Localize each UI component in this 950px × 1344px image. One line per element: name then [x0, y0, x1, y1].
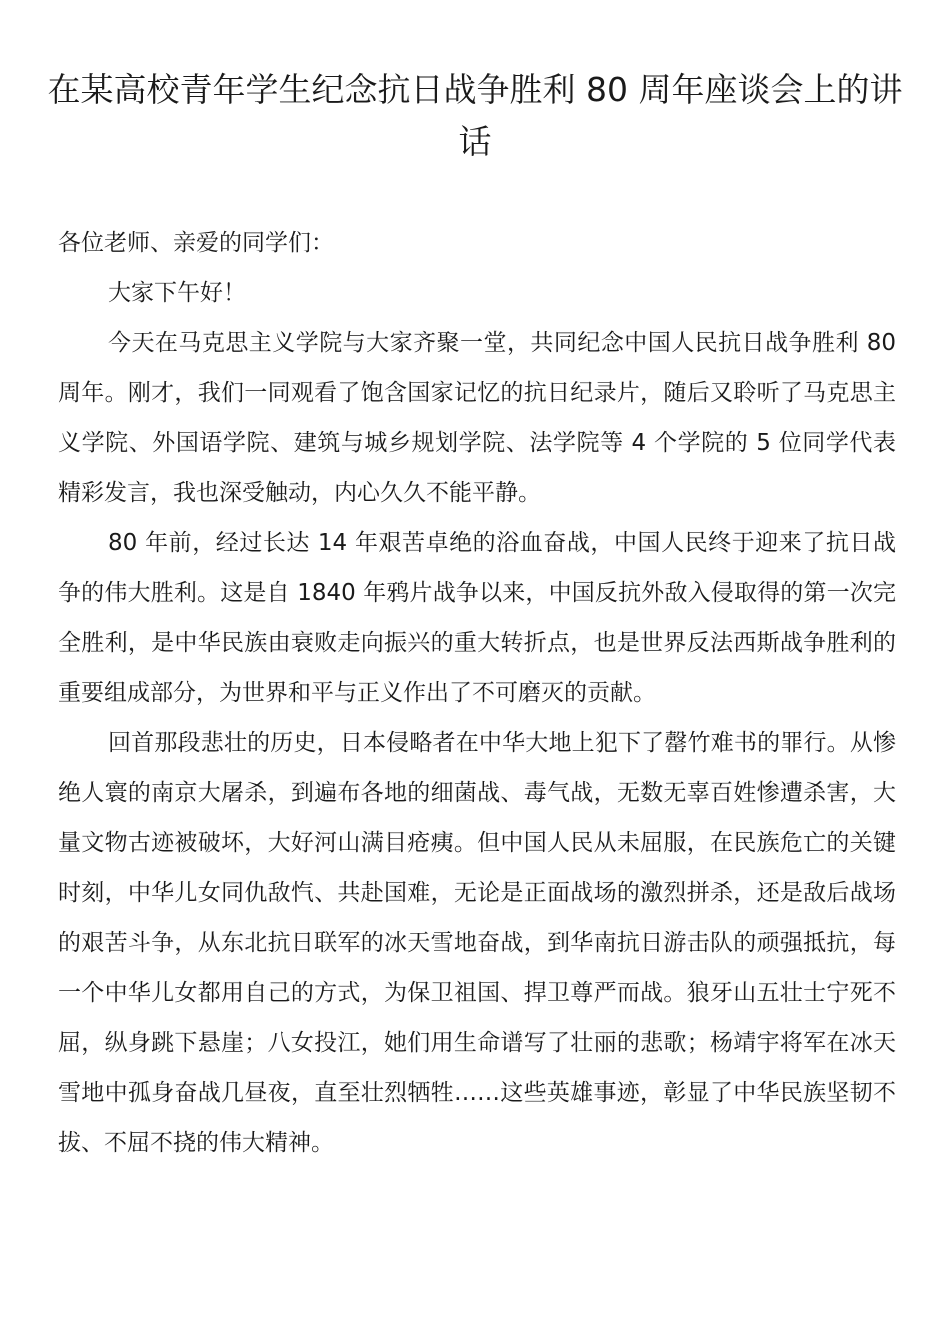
paragraph-introduction: 今天在马克思主义学院与大家齐聚一堂，共同纪念中国人民抗日战争胜利 80 周年。刚才，我们一同观看了饱含国家记忆的抗日纪录片，随后又聆听了马克思主义学院、外国语学院、建筑与城乡规划学院、法学院等 4 个学院的 5 位同学代表精彩发言，我也深受触动，内心久久不能平静。	[58, 330, 896, 506]
salutation: 各位老师、亲爱的同学们：	[58, 230, 334, 256]
document-body	[58, 218, 896, 1168]
paragraph-history: 回首那段悲壮的历史，日本侵略者在中华大地上犯下了罄竹难书的罪行。从惨绝人寰的南京大屠杀，到遍布各地的细菌战、毒气战，无数无辜百姓惨遭杀害，大量文物古迹被破坏，大好河山满目疮痍。但中国人民从未屈服，在民族危亡的关键时刻，中华儿女同仇敌忾、共赴国难，无论是正面战场的激烈拼杀，还是敌后战场的艰苦斗争，从东北抗日联军的冰天雪地奋战，到华南抗日游击队的顽强抵抗，每一个中华儿女都用自己的方式，为保卫祖国、捍卫尊严而战。狼牙山五壮士宁死不屈，纵身跳下悬崖；八女投江，她们用生命谱写了壮丽的悲歌；杨靖宇将军在冰天雪地中孤身奋战几昼夜，直至壮烈牺牲……这些英雄事迹，彰显了中华民族坚韧不拔、不屈不挠的伟大精神。	[58, 730, 896, 1156]
paragraph-greeting: 大家下午好！	[108, 280, 246, 306]
document-title: 在某高校青年学生纪念抗日战争胜利 80 周年座谈会上的讲话	[47, 70, 903, 161]
paragraph-victory: 80 年前，经过长达 14 年艰苦卓绝的浴血奋战，中国人民终于迎来了抗日战争的伟大胜利。这是自 1840 年鸦片战争以来，中国反抗外敌入侵取得的第一次完全胜利，是中华民族由衰败走向振兴的重大转折点，也是世界反法西斯战争胜利的重要组成部分，为世界和平与正义作出了不可磨灭的贡献。	[58, 530, 896, 706]
